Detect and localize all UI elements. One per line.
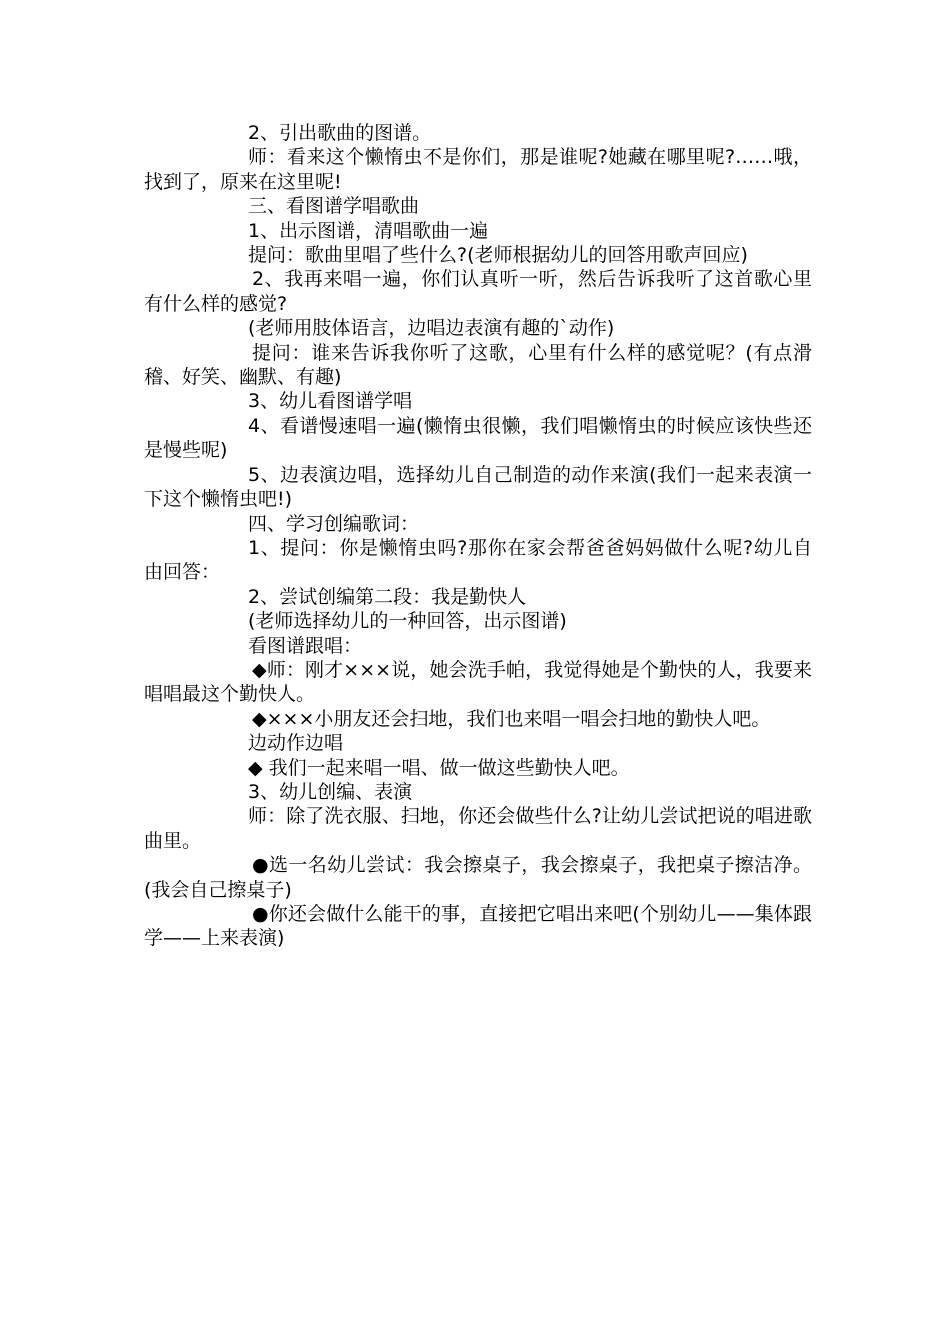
document-body — [144, 121, 812, 951]
bullet-circle-1: ●选一名幼儿尝试：我会擦桌子，我会擦桌子，我把桌子擦洁净。(我会自己擦桌子) — [144, 854, 812, 901]
paragraph-22: 师：除了洗衣服、扫地，你还会做些什么?让幼儿尝试把说的唱进歌曲里。 — [144, 805, 812, 852]
paragraph-5: 提问：歌曲里唱了些什么?(老师根据幼儿的回答用歌声回应) — [248, 244, 748, 267]
section-heading-4: 四、学习创编歌词： — [248, 512, 420, 535]
bullet-circle-2: ●你还会做什么能干的事，直接把它唱出来吧(个别幼儿——集体跟学——上来表演) — [144, 903, 812, 950]
paragraph-6: 2、我再来唱一遍，你们认真听一听，然后告诉我听了这首歌心里有什么样的感觉? — [144, 268, 812, 315]
paragraph-19: 边动作边唱 — [248, 732, 344, 755]
bullet-diamond-1: ◆师：刚才×××说，她会洗手帕，我觉得她是个勤快的人，我要来唱唱最这个勤快人。 — [144, 658, 812, 706]
paragraph-21: 3、幼儿创编、表演 — [248, 780, 413, 803]
paragraph-16: 看图谱跟唱： — [248, 634, 363, 657]
bullet-diamond-2: ◆×××小朋友还会扫地，我们也来唱一唱会扫地的勤快人吧。 — [252, 707, 771, 730]
paragraph-4: 1、出示图谱，清唱歌曲一遍 — [248, 219, 489, 242]
paragraph-1: 2、引出歌曲的图谱。 — [248, 122, 432, 144]
paragraph-10: 4、看谱慢速唱一遍(懒惰虫很懒，我们唱懒惰虫的时候应该快些还是慢些呢) — [144, 414, 812, 462]
bullet-diamond-3: ◆ 我们一起来唱一唱、做一做这些勤快人吧。 — [248, 756, 630, 779]
paragraph-15: (老师选择幼儿的一种回答，出示图谱) — [248, 610, 567, 633]
paragraph-7: (老师用肢体语言，边唱边表演有趣的`动作) — [248, 317, 615, 340]
paragraph-9: 3、幼儿看图谱学唱 — [248, 390, 413, 413]
paragraph-8: 提问：谁来告诉我你听了这歌，心里有什么样的感觉呢？(有点滑稽、好笑、幽默、有趣) — [144, 341, 812, 389]
section-heading-3: 三、看图谱学唱歌曲 — [248, 195, 420, 218]
paragraph-11: 5、边表演边唱，选择幼儿自己制造的动作来演(我们一起来表演一下这个懒惰虫吧!) — [144, 463, 812, 511]
paragraph-13: 1、提问：你是懒惰虫吗?那你在家会帮爸爸妈妈做什么呢?幼儿自由回答： — [144, 536, 812, 584]
paragraph-14: 2、尝试创编第二段：我是勤快人 — [248, 585, 527, 608]
paragraph-2: 师：看来这个懒惰虫不是你们，那是谁呢?她藏在哪里呢?……哦，找到了，原来在这里呢! — [144, 146, 812, 193]
